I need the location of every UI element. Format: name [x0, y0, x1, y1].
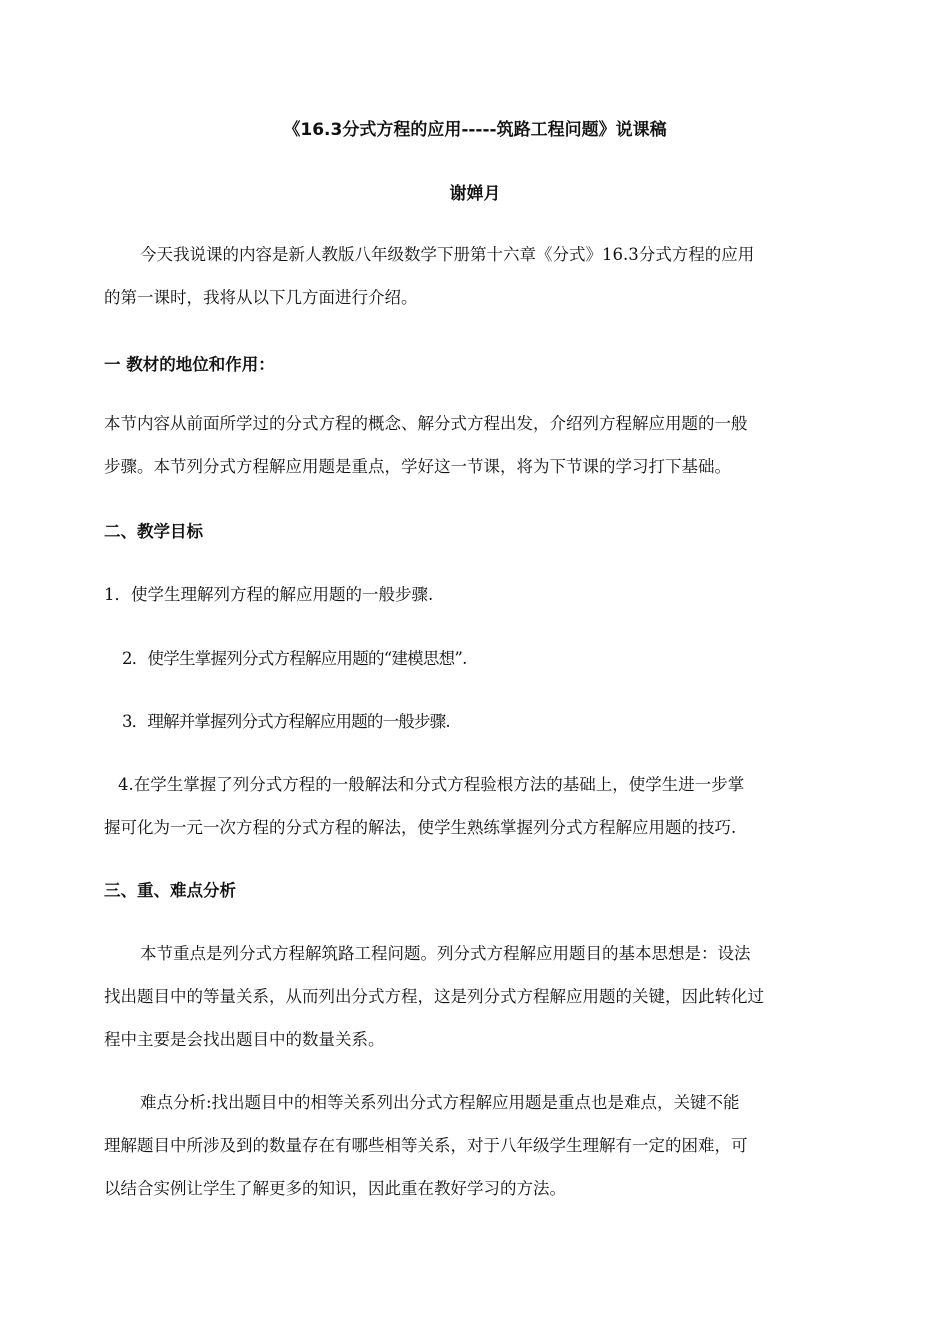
key-points-line-3: 程中主要是会找出题目中的数量关系。	[104, 1030, 385, 1049]
author-name: 谢婵月	[449, 184, 501, 204]
intro-line-1: 今天我说课的内容是新人教版八年级数学下册第十六章《分式》16.3分式方程的应用	[140, 245, 755, 264]
section-1-heading: 一 教材的地位和作用：	[104, 355, 275, 374]
difficulty-line-3: 以结合实例让学生了解更多的知识，因此重在教好学习的方法。	[104, 1179, 566, 1198]
goal-1	[104, 573, 850, 616]
difficulty-line-1: 难点分析:找出题目中的相等关系列出分式方程解应用题是重点也是难点，关键不能	[140, 1093, 740, 1112]
difficulty-paragraph	[104, 1081, 850, 1210]
goal-3	[122, 700, 868, 743]
goal-2	[122, 637, 868, 680]
goal-4-line-1: 4.在学生掌握了列分式方程的一般解法和分式方程验根方法的基础上，使学生进一步掌	[118, 775, 745, 794]
section-1-paragraph	[104, 402, 850, 488]
goal-3-text: 3．理解并掌握列分式方程解应用题的一般步骤.	[122, 712, 450, 731]
key-points-line-1: 本节重点是列分式方程解筑路工程问题。列分式方程解应用题目的基本思想是：设法	[140, 944, 751, 963]
document-title: 《16.3分式方程的应用-----筑路工程问题》说课稿	[283, 120, 667, 140]
key-points-line-2: 找出题目中的等量关系，从而列出分式方程，这是列分式方程解应用题的关键，因此转化过	[104, 987, 764, 1006]
goal-1-text: 1．使学生理解列方程的解应用题的一般步骤.	[104, 585, 434, 604]
goal-2-text: 2．使学生掌握列分式方程解应用题的“建模思想”.	[122, 649, 467, 668]
difficulty-line-2: 理解题目中所涉及到的数量存在有哪些相等关系，对于八年级学生理解有一定的困难，可	[104, 1136, 748, 1155]
section-3-heading: 三、重、难点分析	[104, 881, 236, 900]
section-1-line-2: 步骤。本节列分式方程解应用题是重点，学好这一节课，将为下节课的学习打下基础。	[104, 457, 731, 476]
intro-line-2: 的第一课时，我将从以下几方面进行介绍。	[104, 288, 418, 307]
section-1-line-1: 本节内容从前面所学过的分式方程的概念、解分式方程出发，介绍列方程解应用题的一般	[104, 414, 748, 433]
goal-4-line-2: 握可化为一元一次方程的分式方程的解法，使学生熟练掌握列分式方程解应用题的技巧.	[104, 818, 737, 837]
key-points-paragraph	[104, 932, 850, 1061]
intro-paragraph	[104, 233, 850, 319]
section-2-heading: 二、教学目标	[104, 522, 203, 541]
goal-4	[104, 763, 850, 849]
